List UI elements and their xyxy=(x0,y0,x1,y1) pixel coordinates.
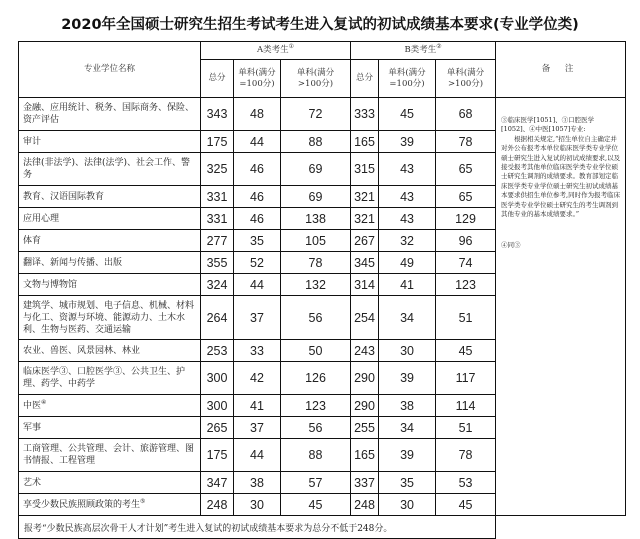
b-single-100: 39 xyxy=(379,131,436,153)
b-single-gt100: 96 xyxy=(436,230,496,252)
a-total: 264 xyxy=(201,296,234,340)
a-single-gt100: 88 xyxy=(281,131,351,153)
header-b-single-100: 单科(满分=100分) xyxy=(379,60,436,98)
a-single-gt100: 72 xyxy=(281,98,351,131)
a-single-100: 44 xyxy=(234,439,281,472)
header-group-a xyxy=(201,42,351,60)
a-single-gt100: 56 xyxy=(281,296,351,340)
a-single-gt100: 57 xyxy=(281,472,351,494)
a-single-gt100: 132 xyxy=(281,274,351,296)
major-name: 文物与博物馆 xyxy=(19,274,201,296)
score-requirements-table xyxy=(18,41,626,539)
a-total: 248 xyxy=(201,494,234,516)
major-name: 建筑学、城市规划、电子信息、机械、材料与化工、资源与环境、能源动力、土木水利、生物与医药、交通运输 xyxy=(19,296,201,340)
b-single-gt100: 123 xyxy=(436,274,496,296)
b-single-100: 43 xyxy=(379,208,436,230)
b-single-gt100: 53 xyxy=(436,472,496,494)
a-single-100: 42 xyxy=(234,362,281,395)
a-total: 331 xyxy=(201,208,234,230)
major-name: 工商管理、公共管理、会计、旅游管理、图书情报、工程管理 xyxy=(19,439,201,472)
a-single-100: 46 xyxy=(234,186,281,208)
b-single-gt100: 65 xyxy=(436,186,496,208)
a-single-100: 41 xyxy=(234,395,281,417)
b-total: 290 xyxy=(351,395,379,417)
a-total: 175 xyxy=(201,131,234,153)
b-total: 165 xyxy=(351,131,379,153)
b-total: 345 xyxy=(351,252,379,274)
major-name: 应用心理 xyxy=(19,208,201,230)
a-single-gt100: 123 xyxy=(281,395,351,417)
major-name: 审计 xyxy=(19,131,201,153)
b-single-gt100: 78 xyxy=(436,131,496,153)
footnote-marker: ④ xyxy=(41,398,47,406)
b-single-gt100: 78 xyxy=(436,439,496,472)
b-single-100: 32 xyxy=(379,230,436,252)
b-single-gt100: 129 xyxy=(436,208,496,230)
footer-row xyxy=(19,516,626,539)
major-name: 教育、汉语国际教育 xyxy=(19,186,201,208)
header-b-single-gt100: 单科(满分>100分) xyxy=(436,60,496,98)
b-single-100: 41 xyxy=(379,274,436,296)
a-single-100: 30 xyxy=(234,494,281,516)
a-single-gt100: 138 xyxy=(281,208,351,230)
major-name: 法律(非法学)、法律(法学)、社会工作、警务 xyxy=(19,153,201,186)
a-single-gt100: 69 xyxy=(281,153,351,186)
a-single-gt100: 88 xyxy=(281,439,351,472)
b-single-100: 43 xyxy=(379,186,436,208)
header-group-b-label: B类考生 xyxy=(404,45,437,55)
b-single-100: 39 xyxy=(379,439,436,472)
a-single-100: 44 xyxy=(234,274,281,296)
b-single-gt100: 68 xyxy=(436,98,496,131)
a-single-100: 46 xyxy=(234,208,281,230)
b-total: 254 xyxy=(351,296,379,340)
footnote-marker: ② xyxy=(436,43,442,51)
footnote-marker: ⑤ xyxy=(140,497,146,505)
notes-cell xyxy=(496,98,626,516)
major-name-text: 中医 xyxy=(23,400,42,411)
major-name xyxy=(19,395,201,417)
table-row xyxy=(19,98,626,131)
a-single-gt100: 45 xyxy=(281,494,351,516)
notes-line-1: ③临床医学[1051]、③口腔医学[1052]、④中医[1057]专业: xyxy=(501,116,595,134)
a-single-gt100: 69 xyxy=(281,186,351,208)
a-total: 347 xyxy=(201,472,234,494)
a-total: 277 xyxy=(201,230,234,252)
b-total: 165 xyxy=(351,439,379,472)
a-total: 300 xyxy=(201,395,234,417)
a-total: 324 xyxy=(201,274,234,296)
b-total: 243 xyxy=(351,340,379,362)
b-total: 314 xyxy=(351,274,379,296)
b-single-gt100: 51 xyxy=(436,417,496,439)
major-name: 艺术 xyxy=(19,472,201,494)
a-single-gt100: 50 xyxy=(281,340,351,362)
a-single-100: 37 xyxy=(234,417,281,439)
header-notes: 备 注 xyxy=(496,42,626,98)
b-total: 315 xyxy=(351,153,379,186)
major-name: 体育 xyxy=(19,230,201,252)
b-single-100: 39 xyxy=(379,362,436,395)
header-a-single-gt100: 单科(满分>100分) xyxy=(281,60,351,98)
a-total: 331 xyxy=(201,186,234,208)
a-single-100: 44 xyxy=(234,131,281,153)
header-a-single-100: 单科(满分=100分) xyxy=(234,60,281,98)
b-single-100: 35 xyxy=(379,472,436,494)
a-total: 175 xyxy=(201,439,234,472)
major-name xyxy=(19,494,201,516)
b-single-100: 49 xyxy=(379,252,436,274)
a-single-100: 46 xyxy=(234,153,281,186)
b-total: 321 xyxy=(351,208,379,230)
a-single-100: 52 xyxy=(234,252,281,274)
a-total: 355 xyxy=(201,252,234,274)
b-single-gt100: 45 xyxy=(436,340,496,362)
a-single-100: 35 xyxy=(234,230,281,252)
b-total: 248 xyxy=(351,494,379,516)
a-single-gt100: 56 xyxy=(281,417,351,439)
notes-line-2: 根据相关规定,“招生单位自主确定并对外公布报考本单位临床医学类专业学位硕士研究生进入复试的初试成绩要求,以及接受报考其他单位临床医学类专业学位硕士研究生调剂的成绩要求。教育部划定临床医学类专业学位硕士研究生初试成绩基本要求供招生单位参考,同时作为报考临床医学类专业学位硕士研究生的考生调剂到其他专业的基本成绩要求。” xyxy=(501,134,621,219)
a-total: 265 xyxy=(201,417,234,439)
major-name: 临床医学③、口腔医学③、公共卫生、护理、药学、中药学 xyxy=(19,362,201,395)
a-single-100: 38 xyxy=(234,472,281,494)
b-single-100: 43 xyxy=(379,153,436,186)
page-title: 2020年全国硕士研究生招生考试考生进入复试的初试成绩基本要求(专业学位类) xyxy=(61,17,579,33)
a-single-gt100: 126 xyxy=(281,362,351,395)
b-total: 267 xyxy=(351,230,379,252)
b-total: 337 xyxy=(351,472,379,494)
b-single-100: 34 xyxy=(379,417,436,439)
a-total: 253 xyxy=(201,340,234,362)
b-single-gt100: 65 xyxy=(436,153,496,186)
major-name: 翻译、新闻与传播、出版 xyxy=(19,252,201,274)
b-total: 255 xyxy=(351,417,379,439)
b-single-gt100: 45 xyxy=(436,494,496,516)
header-b-total: 总分 xyxy=(351,60,379,98)
a-total: 325 xyxy=(201,153,234,186)
b-single-100: 45 xyxy=(379,98,436,131)
a-single-100: 37 xyxy=(234,296,281,340)
major-name: 农业、兽医、风景园林、林业 xyxy=(19,340,201,362)
b-single-gt100: 114 xyxy=(436,395,496,417)
header-major-name: 专业学位名称 xyxy=(19,42,201,98)
b-single-100: 38 xyxy=(379,395,436,417)
a-total: 300 xyxy=(201,362,234,395)
a-single-gt100: 105 xyxy=(281,230,351,252)
b-total: 321 xyxy=(351,186,379,208)
major-name: 军事 xyxy=(19,417,201,439)
b-single-100: 30 xyxy=(379,340,436,362)
major-name-text: 享受少数民族照顾政策的考生 xyxy=(23,499,141,510)
a-total: 343 xyxy=(201,98,234,131)
b-total: 290 xyxy=(351,362,379,395)
header-group-a-label: A类考生 xyxy=(256,45,289,55)
b-single-gt100: 117 xyxy=(436,362,496,395)
notes-line-3: ④同③ xyxy=(501,241,521,250)
b-single-gt100: 51 xyxy=(436,296,496,340)
footnote-marker: ① xyxy=(288,43,295,51)
major-name: 金融、应用统计、税务、国际商务、保险、资产评估 xyxy=(19,98,201,131)
b-total: 333 xyxy=(351,98,379,131)
header-a-total: 总分 xyxy=(201,60,234,98)
a-single-100: 33 xyxy=(234,340,281,362)
a-single-gt100: 78 xyxy=(281,252,351,274)
header-group-b xyxy=(351,42,496,60)
a-single-100: 48 xyxy=(234,98,281,131)
b-single-gt100: 74 xyxy=(436,252,496,274)
b-single-100: 34 xyxy=(379,296,436,340)
b-single-100: 30 xyxy=(379,494,436,516)
footer-note: 报考“少数民族高层次骨干人才计划”考生进入复试的初试成绩基本要求为总分不低于248分。 xyxy=(19,516,496,539)
